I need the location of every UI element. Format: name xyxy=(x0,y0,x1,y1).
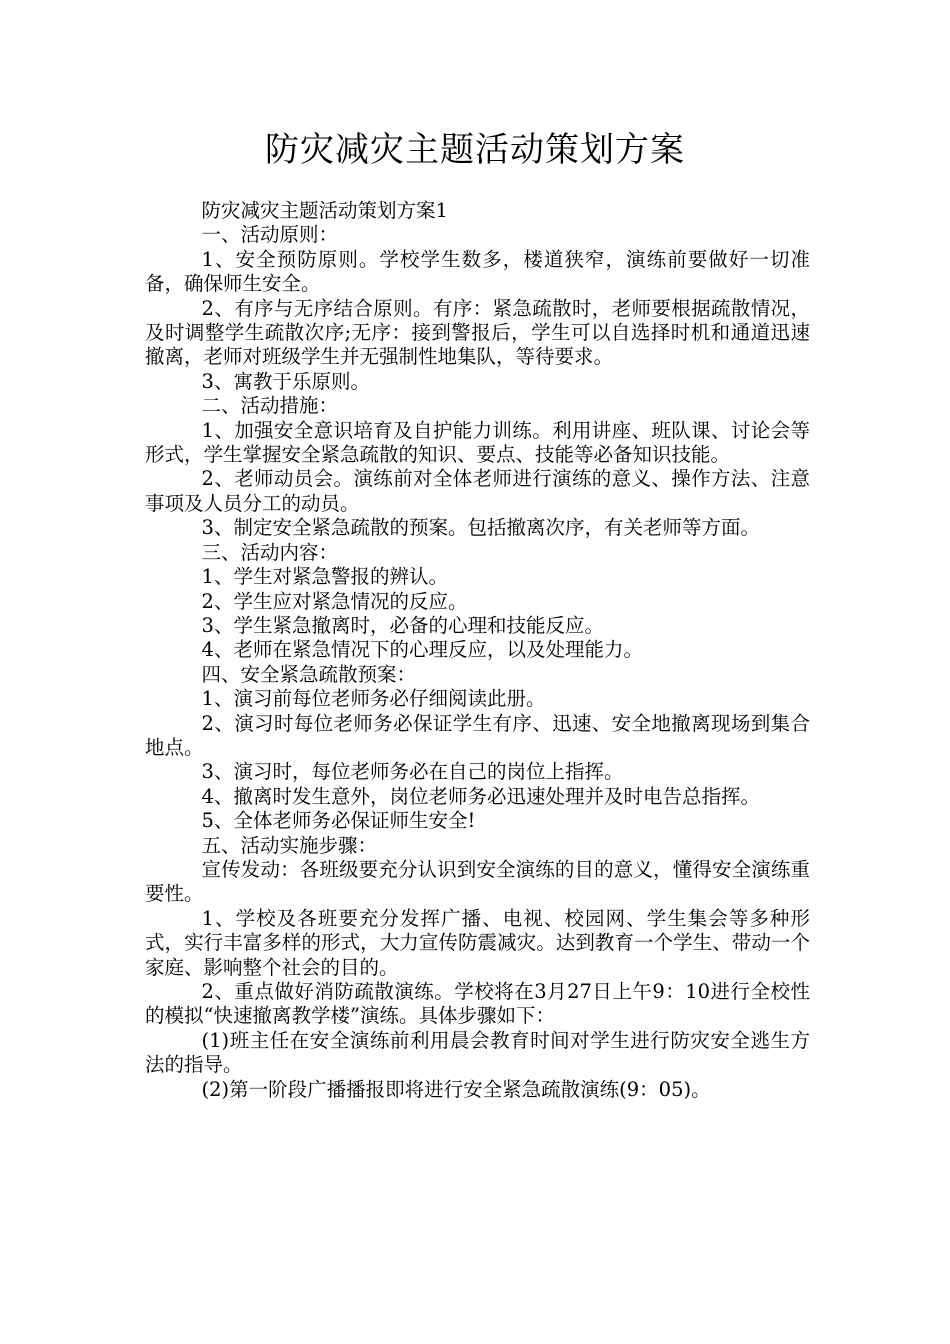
paragraph: 1、演习前每位老师务必仔细阅读此册。 xyxy=(201,687,546,711)
paragraph: 2、重点做好消防疏散演练。学校将在3月27日上午9：10进行全校性的模拟“快速撤离教学楼”演练。具体步骤如下： xyxy=(145,980,810,1028)
section-heading: 四、安全紧急疏散预案： xyxy=(201,662,417,686)
paragraph: 1、学生对紧急警报的辨认。 xyxy=(201,565,448,589)
section-heading: 防灾减灾主题活动策划方案1 xyxy=(201,199,448,222)
section-heading: 一、活动原则： xyxy=(201,223,339,247)
paragraph: 3、演习时，每位老师务必在自己的岗位上指挥。 xyxy=(201,760,624,784)
document-body xyxy=(145,199,810,1102)
paragraph: 1、加强安全意识培育及自护能力训练。利用讲座、班队课、讨论会等形式，学生掌握安全紧急疏散的知识、要点、技能等必备知识技能。 xyxy=(145,418,810,467)
document-title: 防灾减灾主题活动策划方案 xyxy=(265,130,685,170)
paragraph: 宣传发动：各班级要充分认识到安全演练的目的意义，懂得安全演练重要性。 xyxy=(145,857,810,906)
paragraph: (2)第一阶段广播播报即将进行安全紧急疏散演练(9：05)。 xyxy=(201,1077,711,1101)
paragraph: 3、学生紧急撤离时，必备的心理和技能反应。 xyxy=(201,613,604,637)
paragraph: 3、制定安全紧急疏散的预案。包括撤离次序，有关老师等方面。 xyxy=(201,516,760,540)
section-heading: 三、活动内容： xyxy=(201,540,339,564)
paragraph: 1、学校及各班要充分发挥广播、电视、校园网、学生集会等多种形式，实行丰富多样的形式，大力宣传防震减灾。达到教育一个学生、带动一个家庭、影响整个社会的目的。 xyxy=(145,906,810,979)
paragraph: 2、有序与无序结合原则。有序：紧急疏散时，老师要根据疏散情况，及时调整学生疏散次序;无序：接到警报后，学生可以自选择时机和通道迅速撤离，老师对班级学生并无强制性地集队，等待要求。 xyxy=(145,296,810,369)
section-heading: 五、活动实施步骤： xyxy=(201,833,378,857)
paragraph: (1)班主任在安全演练前利用晨会教育时间对学生进行防灾安全逃生方法的指导。 xyxy=(145,1028,810,1077)
paragraph: 4、老师在紧急情况下的心理反应，以及处理能力。 xyxy=(201,638,643,662)
paragraph: 2、老师动员会。演练前对全体老师进行演练的意义、操作方法、注意事项及人员分工的动员。 xyxy=(145,467,810,515)
paragraph: 2、演习时每位老师务必保证学生有序、迅速、安全地撤离现场到集合地点。 xyxy=(145,711,810,759)
paragraph: 1、安全预防原则。学校学生数多，楼道狭窄，演练前要做好一切准备，确保师生安全。 xyxy=(145,247,810,296)
paragraph: 4、撤离时发生意外，岗位老师务必迅速处理并及时电告总指挥。 xyxy=(201,784,760,808)
paragraph: 5、全体老师务必保证师生安全! xyxy=(201,809,476,833)
section-heading: 二、活动措施： xyxy=(201,394,339,418)
paragraph: 3、寓教于乐原则。 xyxy=(201,369,370,393)
paragraph: 2、学生应对紧急情况的反应。 xyxy=(201,589,468,613)
